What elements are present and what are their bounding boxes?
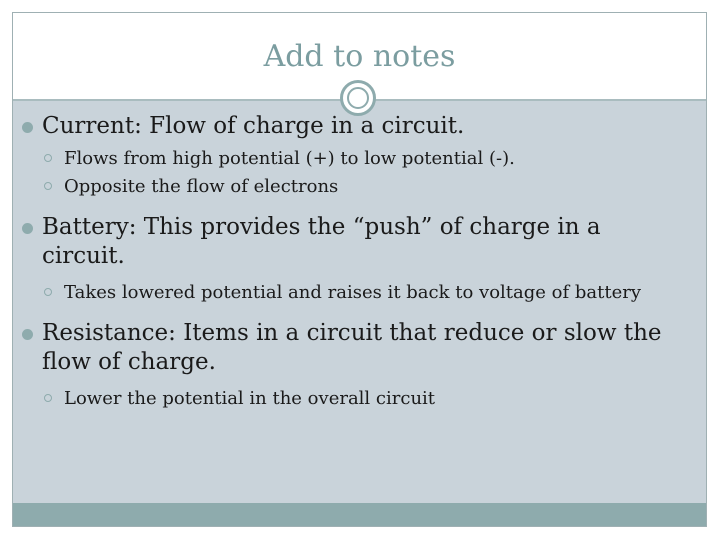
hollow-bullet-icon bbox=[44, 154, 52, 162]
ring-ornament-icon bbox=[340, 80, 376, 116]
hollow-bullet-icon bbox=[44, 182, 52, 190]
bullet-group-current bbox=[20, 112, 680, 199]
sub-bullet bbox=[20, 387, 680, 411]
content-list bbox=[20, 112, 680, 425]
filled-bullet-icon bbox=[22, 122, 33, 133]
bullet-battery bbox=[20, 213, 680, 271]
sub-bullet bbox=[20, 281, 680, 305]
filled-bullet-icon bbox=[22, 329, 33, 340]
sub-bullet-text: Lower the potential in the overall circuit bbox=[64, 388, 436, 409]
footer-bar bbox=[13, 503, 706, 526]
slide-title: Add to notes bbox=[263, 39, 456, 74]
bullet-text: Battery: This provides the “push” of charge in a circuit. bbox=[42, 214, 601, 269]
sub-bullet bbox=[20, 147, 680, 171]
bullet-text: Current: Flow of charge in a circuit. bbox=[42, 113, 465, 139]
bullet-group-resistance bbox=[20, 319, 680, 411]
bullet-group-battery bbox=[20, 213, 680, 305]
hollow-bullet-icon bbox=[44, 288, 52, 296]
sub-bullet-text: Flows from high potential (+) to low potential (-). bbox=[64, 148, 515, 169]
sub-bullet-text: Opposite the flow of electrons bbox=[64, 176, 339, 197]
bullet-text: Resistance: Items in a circuit that reduce or slow the flow of charge. bbox=[42, 320, 662, 375]
bullet-current bbox=[20, 112, 680, 141]
sub-bullet bbox=[20, 175, 680, 199]
sub-bullet-text: Takes lowered potential and raises it back to voltage of battery bbox=[64, 282, 642, 303]
filled-bullet-icon bbox=[22, 223, 33, 234]
bullet-resistance bbox=[20, 319, 680, 377]
hollow-bullet-icon bbox=[44, 394, 52, 402]
